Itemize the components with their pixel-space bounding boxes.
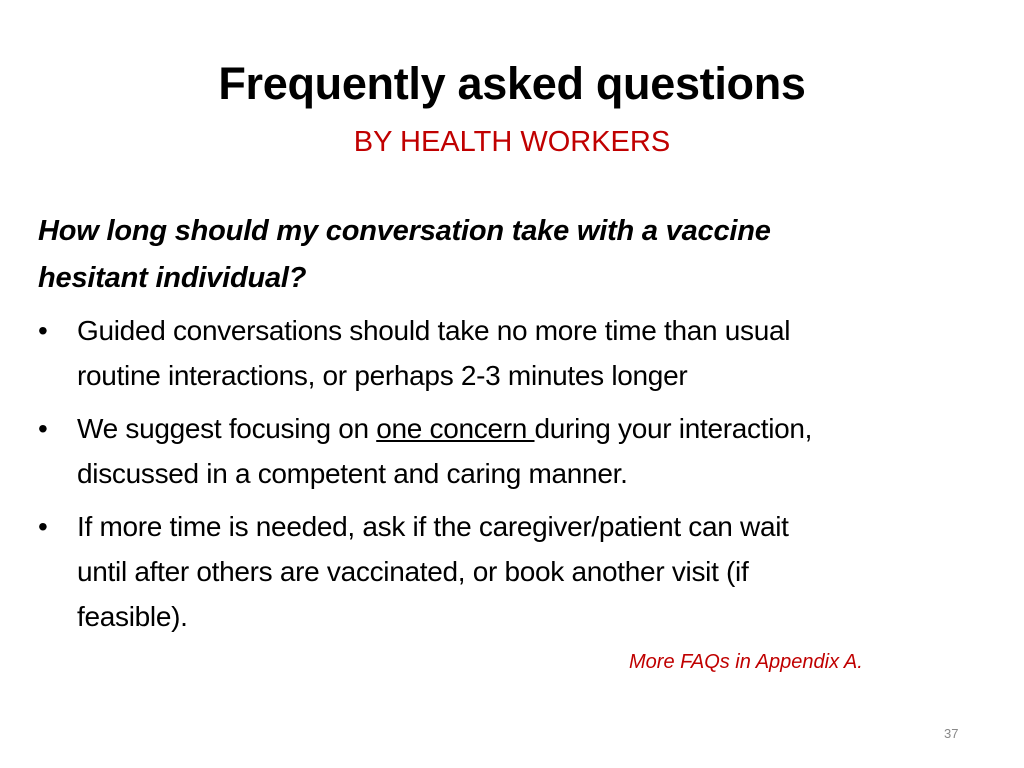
answer-bullet-1 xyxy=(38,308,998,398)
answer-bullet-1-line-2: routine interactions, or perhaps 2-3 minutes longer xyxy=(77,360,688,391)
bullet-dot-icon: • xyxy=(38,511,48,542)
slide-title: Frequently asked questions xyxy=(218,58,806,109)
answer-bullet-1-line-1: Guided conversations should take no more time than usual xyxy=(77,315,791,346)
faq-question xyxy=(38,208,998,302)
answer-bullet-list xyxy=(38,308,998,647)
bullet-dot-icon: • xyxy=(38,413,48,444)
page-number: 37 xyxy=(944,726,959,741)
answer-bullet-3-line-2: until after others are vaccinated, or book another visit (if xyxy=(77,556,749,587)
answer-bullet-3 xyxy=(38,504,998,639)
bullet-dot-icon: • xyxy=(38,315,48,346)
answer-bullet-3-line-3: feasible). xyxy=(77,601,188,632)
slide-subtitle: BY HEALTH WORKERS xyxy=(353,126,671,158)
answer-bullet-2-line-2: discussed in a competent and caring manner. xyxy=(77,458,628,489)
answer-bullet-3-line-1: If more time is needed, ask if the caregiver/patient can wait xyxy=(77,511,789,542)
answer-bullet-2 xyxy=(38,406,998,496)
answer-bullet-2-underlined: one concern xyxy=(376,413,535,444)
answer-bullet-2-post: during your interaction, xyxy=(534,413,813,444)
faq-question-line-2: hesitant individual? xyxy=(38,262,307,294)
more-faqs-note: More FAQs in Appendix A. xyxy=(629,651,863,673)
answer-bullet-2-pre: We suggest focusing on xyxy=(77,413,377,444)
faq-question-line-1: How long should my conversation take with a vaccine xyxy=(38,215,771,247)
